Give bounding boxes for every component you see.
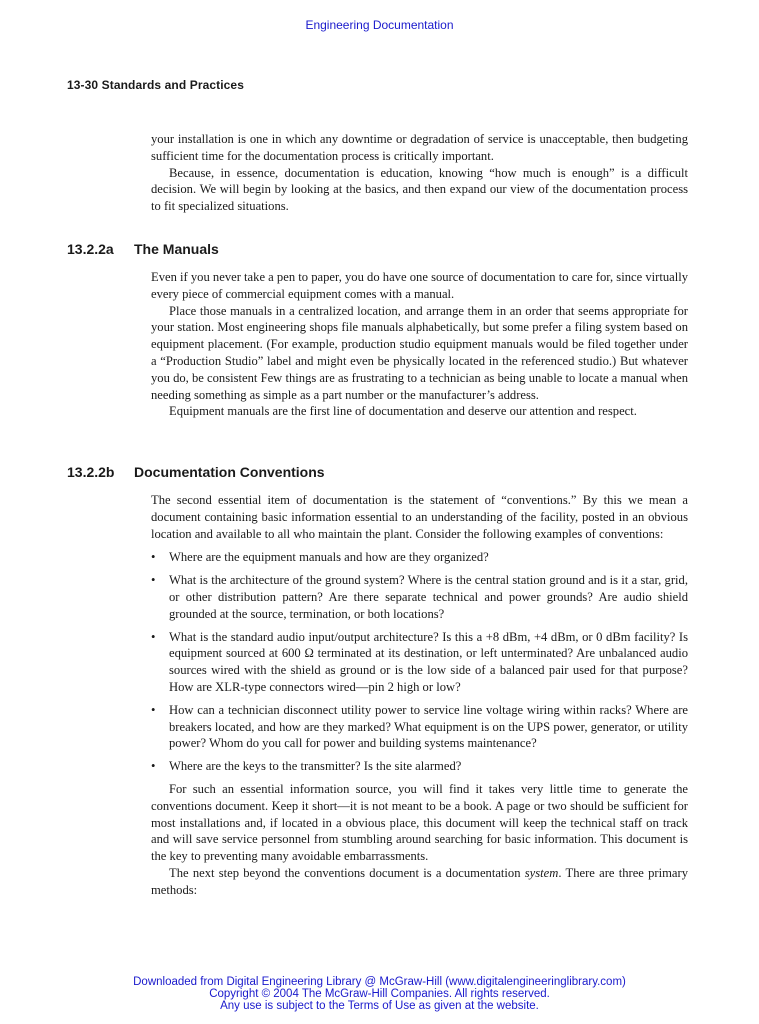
intro-text <box>151 131 688 215</box>
section-heading-manuals <box>67 241 219 257</box>
list-item-text: How can a technician disconnect utility power to service line voltage wiring within racks? Where are breakers located, and how are they marked? What equipment is on the UPS power, generator, or utility power? Whom do you call for power and building systems maintenance? <box>169 702 688 751</box>
manuals-paragraph-3: Equipment manuals are the first line of documentation and deserve our attention and respect. <box>169 404 637 419</box>
list-item-text: What is the standard audio input/output architecture? Is this a +8 dBm, +4 dBm, or 0 dBm facility? Is equipment sourced at 600 Ω terminated at its destination, or left unterminated? Are unbalanced audio sources wired with the shield as ground or is the low side of a balanced pair used for that purpose? How are XLR-type connectors wired—pin 2 high or low? <box>169 629 688 694</box>
section-title: The Manuals <box>134 241 219 257</box>
footer-download-link[interactable]: Downloaded from Digital Engineering Library @ McGraw-Hill (www.digitalengineeringlibrary.com) <box>133 976 626 988</box>
list-item <box>151 549 688 566</box>
footer-terms-link[interactable]: Any use is subject to the Terms of Use as given at the website. <box>220 1000 539 1012</box>
list-item <box>151 629 688 696</box>
conventions-paragraph-3 <box>151 865 688 899</box>
list-item-text: Where are the equipment manuals and how are they organized? <box>169 550 489 565</box>
section-number: 13.2.2a <box>67 241 114 257</box>
section-heading-conventions <box>67 464 325 480</box>
paragraph-text-before: The next step beyond the conventions document is a documentation <box>169 865 525 880</box>
footer-copyright <box>0 976 759 1012</box>
top-header-link[interactable]: Engineering Documentation <box>305 18 454 32</box>
bullet-icon: • <box>151 759 156 774</box>
list-item-text: What is the architecture of the ground system? Where is the central station ground and is it a star, grid, or other distribution pattern? Are there separate technical and power grounds? Are audio shield grounded at the source, termination, or both locations? <box>169 573 688 621</box>
paragraph-text-after: . There are three primary methods: <box>151 865 688 897</box>
bullet-icon: • <box>151 629 156 644</box>
emphasized-term: system <box>524 865 559 880</box>
running-head: 13-30 Standards and Practices <box>67 78 244 92</box>
list-item <box>151 572 688 622</box>
section-number: 13.2.2b <box>67 464 115 480</box>
list-item <box>151 758 688 775</box>
section-conventions-body <box>151 492 688 899</box>
bullet-icon: • <box>151 573 156 588</box>
manuals-paragraph-2: Place those manuals in a centralized location, and arrange them in an order that seems appropriate for your station. Most engineering shops file manuals alphabetically, but some prefer a filing system based on equipment placement. (For example, production studio equipment manuals would be filed together under a “Production Studio” label and might even be physically located in the referenced studio.) But whatever you do, be consistent Few things are as frustrating to a technician as being unable to locate a manual when needing something as simple as a part number or the manufacturer’s address. <box>151 303 688 402</box>
bullet-icon: • <box>151 702 156 717</box>
bullet-icon: • <box>151 550 156 565</box>
section-manuals-body <box>151 269 688 420</box>
section-title: Documentation Conventions <box>134 464 325 480</box>
list-item <box>151 702 688 752</box>
list-item-text: Where are the keys to the transmitter? Is the site alarmed? <box>169 759 462 774</box>
intro-paragraph-2: Because, in essence, documentation is education, knowing “how much is enough” is a difficult decision. We will begin by looking at the basics, and then expand our view of the documentation process to fit specialized situations. <box>151 165 688 214</box>
footer-copyright-line: Copyright © 2004 The McGraw-Hill Companies. All rights reserved. <box>209 988 550 1000</box>
conventions-bullet-list <box>151 549 688 775</box>
intro-paragraph-1: your installation is one in which any downtime or degradation of service is unacceptable, then budgeting sufficient time for the documentation process is critically important. <box>151 132 688 163</box>
conventions-paragraph-1: The second essential item of documentation is the statement of “conventions.” By this we mean a document containing basic information essential to an understanding of the facility, posted in an obvious location and available to all who maintain the plant. Consider the following examples of conventions: <box>151 493 688 541</box>
manuals-paragraph-1: Even if you never take a pen to paper, you do have one source of documentation to care for, since virtually every piece of commercial equipment comes with a manual. <box>151 270 688 301</box>
conventions-paragraph-2: For such an essential information source, you will find it takes very little time to generate the conventions document. Keep it short—it is not meant to be a book. A page or two should be sufficient for most installations and, if located in a obvious place, this document will keep the technical staff on track and will save service personnel from stumbling around searching for basic information. This document is the key to preventing many avoidable embarrassments. <box>151 781 688 864</box>
